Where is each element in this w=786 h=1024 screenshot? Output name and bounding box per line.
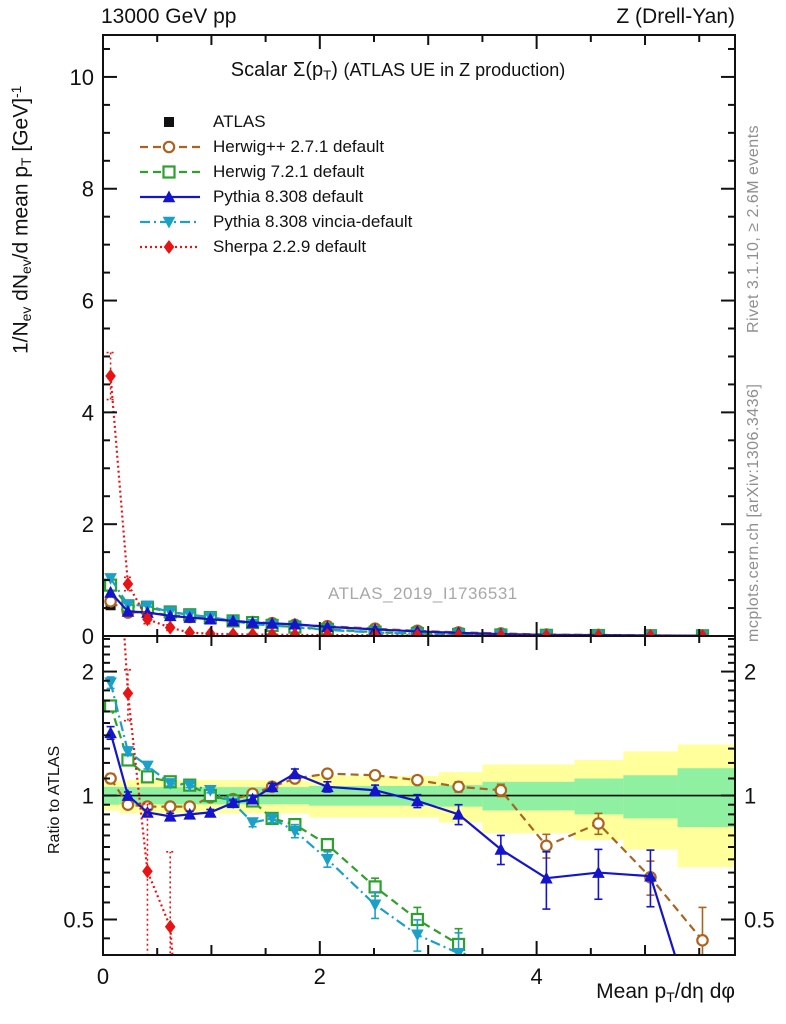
axis-tick-label: 2 bbox=[313, 964, 326, 989]
marker-triangle-down bbox=[369, 899, 382, 911]
legend-marker-tu bbox=[138, 187, 202, 207]
legend-item bbox=[138, 134, 412, 159]
band-stat-uncertainty bbox=[575, 778, 624, 814]
axis-tick-label: 8 bbox=[81, 176, 94, 202]
marker-filled-square bbox=[164, 117, 174, 127]
plot-title-paren: (ATLAS UE in Z production) bbox=[343, 60, 566, 80]
axis-tick-label: 6 bbox=[81, 288, 94, 314]
marker-triangle-down bbox=[246, 817, 259, 829]
axis-title-fragment: ev bbox=[18, 259, 35, 274]
legend-marker-cio bbox=[138, 137, 202, 157]
series-sqo bbox=[105, 700, 501, 1010]
legend-item bbox=[138, 159, 412, 184]
band-stat-uncertainty bbox=[678, 768, 735, 827]
legend-item-label: Sherpa 2.2.9 default bbox=[213, 236, 367, 256]
axis-title-fragment: -1 bbox=[8, 85, 24, 98]
axis-title-fragment: T bbox=[18, 157, 35, 166]
marker-open-circle bbox=[453, 782, 463, 792]
axis-tick-label: 0 bbox=[81, 624, 94, 649]
marker-diamond bbox=[164, 240, 175, 254]
marker-open-square bbox=[105, 700, 116, 711]
axis-title-fragment: /d mean p bbox=[9, 165, 33, 260]
plot-title-subscript: T bbox=[323, 67, 332, 83]
marker-diamond bbox=[184, 626, 195, 640]
axis-tick-label: 0.5 bbox=[744, 907, 775, 933]
axis-tick-label: 0 bbox=[96, 964, 110, 989]
axis-title-fragment: Mean p bbox=[596, 980, 667, 1003]
mcplots-source-note: mcplots.cern.ch [arXiv:1306.3436] bbox=[745, 383, 762, 642]
plot-title-text: Scalar Σ(p bbox=[230, 59, 324, 81]
marker-diamond bbox=[105, 369, 116, 383]
legend-item-label: Herwig++ 2.7.1 default bbox=[213, 136, 385, 156]
legend-marker-sq bbox=[138, 112, 202, 132]
marker-diamond bbox=[142, 864, 153, 878]
series-di bbox=[111, 414, 190, 1024]
plot-title-close: ) bbox=[331, 59, 338, 81]
axis-tick-label: 4 bbox=[530, 964, 543, 989]
marker-triangle-down bbox=[289, 826, 302, 838]
legend bbox=[138, 109, 412, 259]
axis-tick-label: 2 bbox=[744, 659, 757, 685]
marker-open-circle bbox=[322, 768, 332, 778]
top-y-axis-title bbox=[8, 86, 34, 354]
ratio-y-axis-title: Ratio to ATLAS bbox=[46, 745, 63, 854]
marker-open-circle bbox=[541, 841, 551, 851]
legend-item-label: Pythia 8.308 vincia-default bbox=[213, 211, 413, 231]
legend-item bbox=[138, 109, 412, 134]
marker-open-circle bbox=[164, 141, 174, 151]
marker-open-circle bbox=[370, 770, 380, 780]
marker-diamond bbox=[247, 627, 258, 641]
marker-open-circle bbox=[496, 785, 506, 795]
marker-diamond bbox=[165, 621, 176, 635]
legend-item-label: Herwig 7.2.1 default bbox=[213, 161, 365, 181]
axis-tick-label: 4 bbox=[81, 400, 94, 426]
axis-tick-label: 1 bbox=[81, 783, 94, 809]
series-line bbox=[111, 683, 501, 1024]
marker-open-square bbox=[142, 771, 153, 782]
axis-title-fragment: 1/N bbox=[9, 321, 33, 354]
marker-diamond bbox=[228, 627, 239, 641]
series-line bbox=[111, 414, 190, 1024]
series-td bbox=[104, 677, 501, 1023]
legend-marker-td bbox=[138, 212, 202, 232]
watermark-analysis-id: ATLAS_2019_I1736531 bbox=[328, 584, 518, 603]
plot-title bbox=[103, 59, 693, 83]
x-axis-title bbox=[400, 980, 735, 1005]
marker-triangle-down bbox=[411, 930, 424, 942]
axis-title-fragment: ev bbox=[18, 306, 35, 322]
legend-item-label: ATLAS bbox=[213, 111, 266, 131]
marker-triangle-down bbox=[104, 677, 117, 689]
axis-tick-label: 2 bbox=[81, 659, 94, 685]
legend-item bbox=[138, 184, 412, 209]
axis-tick-label: 10 bbox=[69, 64, 94, 90]
axis-title-fragment: /dη dφ bbox=[674, 980, 735, 1003]
band-stat-uncertainty bbox=[623, 775, 677, 818]
marker-diamond bbox=[205, 627, 216, 641]
marker-open-square bbox=[370, 881, 381, 892]
axis-tick-label: 1 bbox=[744, 783, 757, 809]
marker-diamond bbox=[123, 577, 134, 591]
axis-title-fragment: [GeV] bbox=[9, 97, 33, 158]
legend-marker-di bbox=[138, 237, 202, 257]
legend-marker-sqo bbox=[138, 162, 202, 182]
axis-title-fragment: dN bbox=[9, 273, 33, 307]
marker-triangle-up bbox=[289, 767, 302, 779]
marker-open-square bbox=[164, 166, 175, 177]
series-layer bbox=[104, 414, 707, 1024]
legend-item-label: Pythia 8.308 default bbox=[213, 186, 364, 206]
header-beam: 13000 GeV pp bbox=[101, 5, 237, 28]
marker-triangle-down bbox=[452, 948, 465, 960]
legend-item bbox=[138, 234, 412, 259]
header-process: Z (Drell-Yan) bbox=[616, 5, 735, 28]
axis-title-fragment: T bbox=[666, 988, 675, 1005]
marker-diamond bbox=[165, 920, 176, 934]
rivet-version-note: Rivet 3.1.10, ≥ 2.6M events bbox=[745, 124, 762, 333]
axis-tick-label: 0.5 bbox=[63, 907, 94, 933]
axis-tick-label: 2 bbox=[81, 512, 94, 538]
marker-open-circle bbox=[593, 818, 603, 828]
series-line bbox=[111, 706, 501, 1011]
legend-item bbox=[138, 209, 412, 234]
marker-open-circle bbox=[697, 935, 707, 945]
marker-open-circle bbox=[412, 775, 422, 785]
marker-open-square bbox=[322, 839, 333, 850]
marker-diamond bbox=[123, 686, 134, 700]
marker-open-circle bbox=[123, 800, 133, 810]
